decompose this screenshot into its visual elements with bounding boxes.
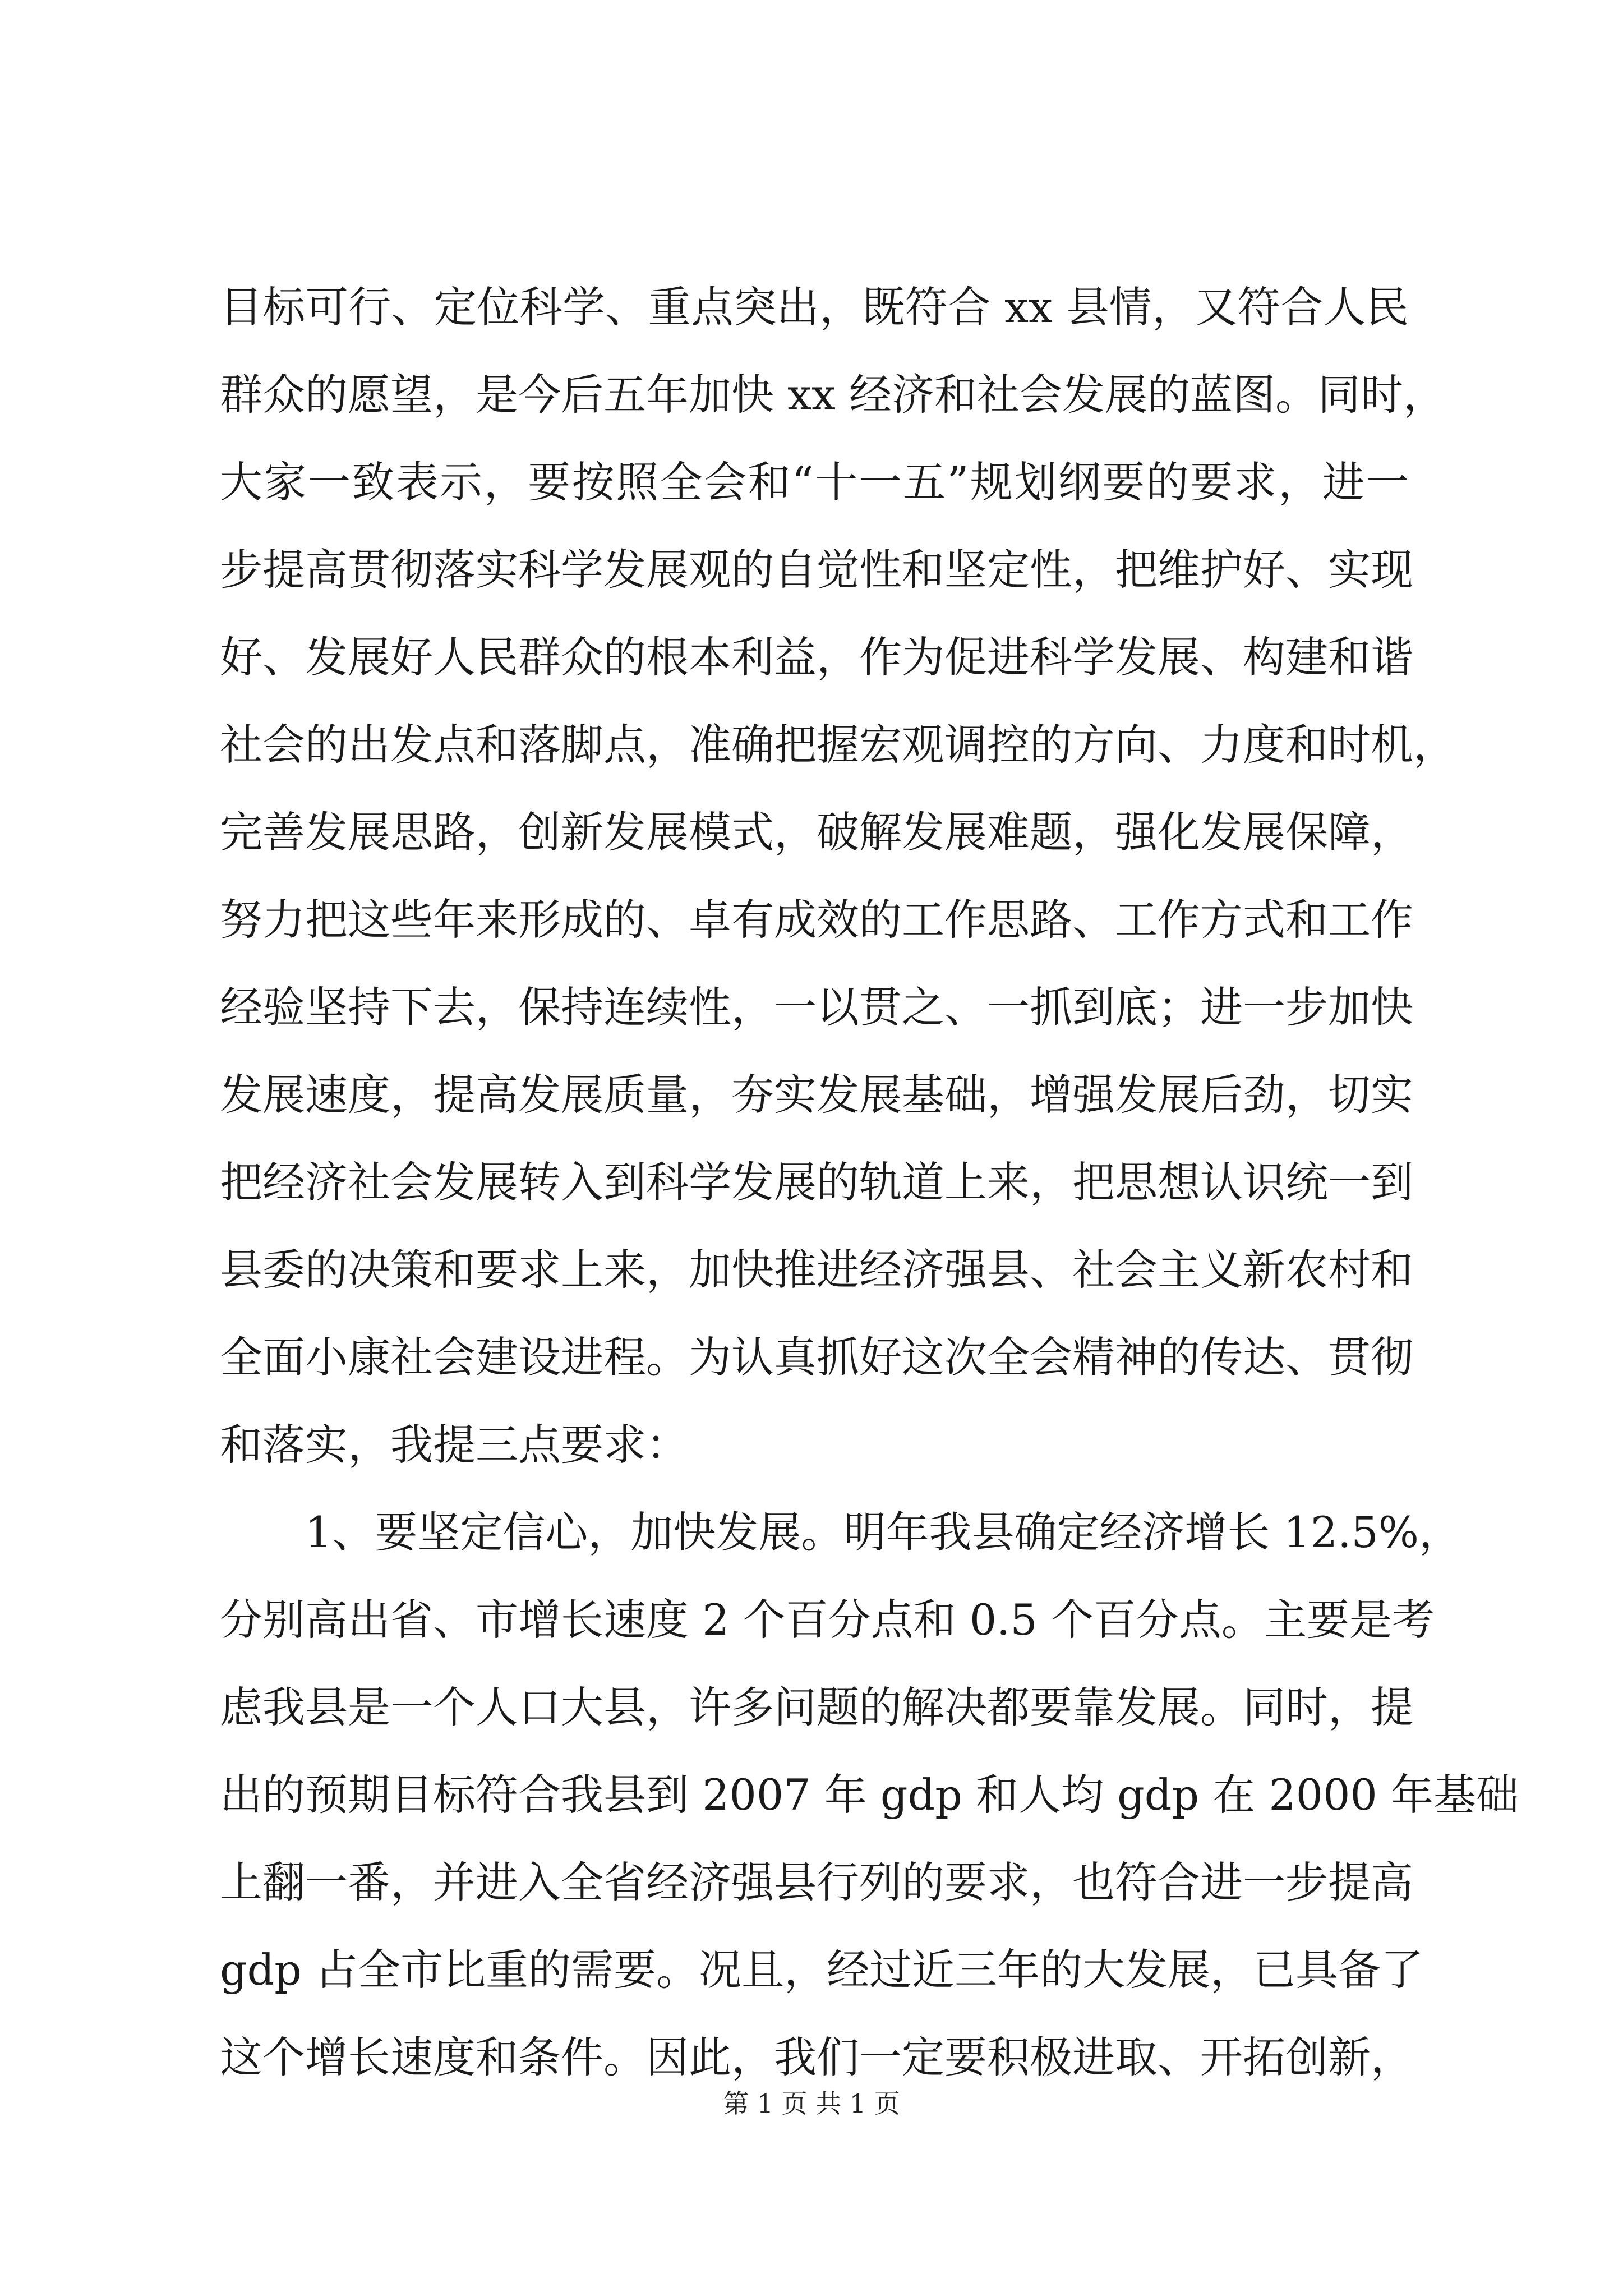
text-line: 好、发展好人民群众的根本利益，作为促进科学发展、构建和谐 [220,632,1413,682]
text-line: 这个增长速度和条件。因此，我们一定要积极进取、开拓创新， [220,2032,1413,2082]
text-line: 虑我县是一个人口大县，许多问题的解决都要靠发展。同时，提 [220,1682,1413,1732]
page-number-label: 第 1 页 共 1 页 [723,2088,900,2119]
text-line: 出的预期目标符合我县到 2007 年 gdp 和人均 gdp 在 2000 年基础 [220,1770,1519,1820]
text-line: 步提高贯彻落实科学发展观的自觉性和坚定性，把维护好、实现 [220,545,1413,595]
text-line: 县委的决策和要求上来，加快推进经济强县、社会主义新农村和 [220,1245,1413,1295]
paragraph-1 [220,264,1456,1489]
text-line: 努力把这些年来形成的、卓有成效的工作思路、工作方式和工作 [220,895,1413,945]
text-line: gdp 占全市比重的需要。况且，经过近三年的大发展，已具备了 [220,1945,1424,1995]
text-line: 大家一致表示，要按照全会和“十一五”规划纲要的要求，进一 [220,457,1409,507]
text-line: 把经济社会发展转入到科学发展的轨道上来，把思想认识统一到 [220,1157,1413,1207]
text-line: 1、要坚定信心，加快发展。明年我县确定经济增长 12.5%， [305,1507,1461,1557]
text-line: 目标可行、定位科学、重点突出，既符合 xx 县情，又符合人民 [220,282,1409,332]
text-line: 完善发展思路，创新发展模式，破解发展难题，强化发展保障， [220,807,1413,857]
text-line: 经验坚持下去，保持连续性，一以贯之、一抓到底；进一步加快 [220,982,1413,1032]
text-line: 和落实，我提三点要求： [220,1420,689,1470]
text-line: 上翻一番，并进入全省经济强县行列的要求，也符合进一步提高 [220,1857,1413,1907]
text-line: 社会的出发点和落脚点，准确把握宏观调控的方向、力度和时机， [220,720,1456,770]
paragraph-2 [220,1489,1519,2101]
document-body [220,264,1519,2101]
page-footer [0,2087,1623,2120]
text-line: 全面小康社会建设进程。为认真抓好这次全会精神的传达、贯彻 [220,1332,1413,1382]
text-line: 分别高出省、市增长速度 2 个百分点和 0.5 个百分点。主要是考 [220,1595,1435,1645]
text-line: 发展速度，提高发展质量，夯实发展基础，增强发展后劲，切实 [220,1070,1413,1120]
text-line: 群众的愿望，是今后五年加快 xx 经济和社会发展的蓝图。同时， [220,370,1446,420]
